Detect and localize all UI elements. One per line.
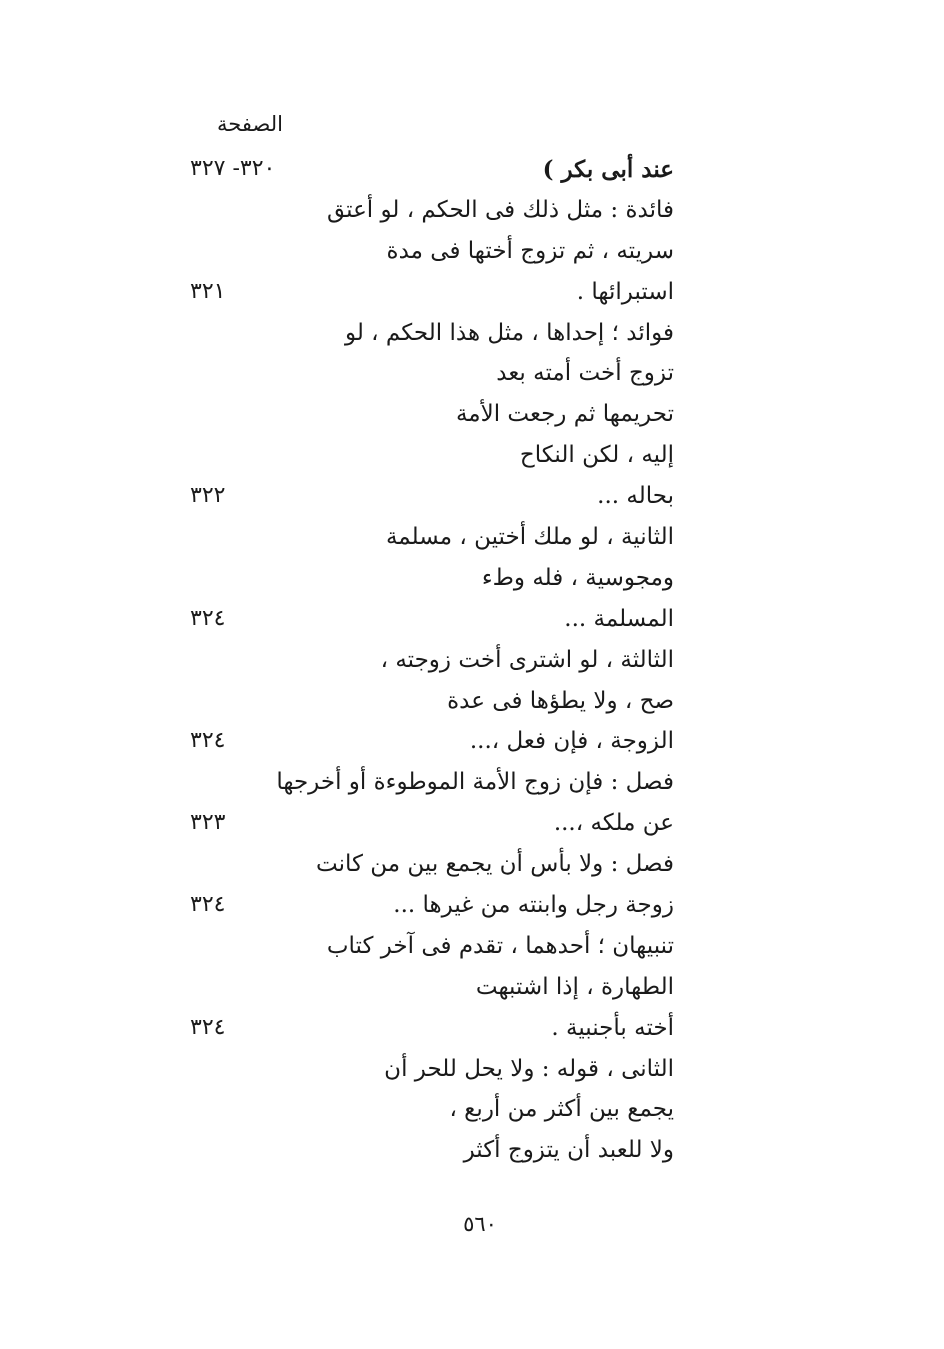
entry-page-number: ٣٢٤ [190,728,226,754]
index-entry [0,356,944,397]
index-entry [0,1133,944,1174]
index-entry [0,561,944,602]
entry-text: فوائد ؛ إحداها ، مثل هذا الحكم ، لو [344,319,674,346]
index-entry [0,520,944,561]
index-entry [0,724,944,765]
index-entry [0,479,944,520]
index-entry [0,193,944,234]
index-entry [0,152,944,193]
entry-text: عند أبى بكر ) [542,156,674,183]
entry-text: تنبيهان ؛ أحدهما ، تقدم فى آخر كتاب [326,932,674,959]
entry-text: الثالثة ، لو اشترى أخت زوجته ، [380,646,674,673]
index-entry [0,806,944,847]
index-entry [0,684,944,725]
index-entry [0,765,944,806]
entry-text: إليه ، لكن النكاح [519,442,674,469]
index-entries [0,152,944,1174]
entry-text: الثانى ، قوله : ولا يحل للحر أن [384,1055,674,1082]
entry-page-number: ٣٢٣ [190,810,226,836]
index-entry [0,1052,944,1093]
entry-text: ولا للعبد أن يتزوج أكثر [463,1137,674,1164]
index-entry [0,970,944,1011]
index-entry [0,1092,944,1133]
entry-page-number: ٣٢١ [190,278,226,304]
entry-page-number: ٣٢٤ [190,1014,226,1040]
entry-text: المسلمة ... [564,605,674,632]
entry-page-number: ٣٢٤ [190,605,226,631]
entry-text: الطهارة ، إذا اشتبهت [475,973,674,1000]
index-entry [0,643,944,684]
entry-text: يجمع بين أكثر من أربع ، [449,1096,674,1123]
index-entry [0,1011,944,1052]
entry-text: بحاله ... [597,483,674,510]
entry-text: فائدة : مثل ذلك فى الحكم ، لو أعتق [326,196,674,223]
index-entry [0,888,944,929]
index-entry [0,275,944,316]
index-entry [0,316,944,357]
entry-text: زوجة رجل وابنته من غيرها ... [393,892,674,919]
entry-text: ومجوسية ، فله وطء [481,564,674,591]
entry-text: أخته بأجنبية . [551,1014,674,1041]
entry-text: فصل : فإن زوج الأمة الموطوءة أو أخرجها [276,769,674,796]
entry-text: تزوج أخت أمته بعد [496,360,674,387]
entry-page-number: ٣٢٢ [190,483,226,509]
entry-text: صح ، ولا يطؤها فى عدة [447,687,674,714]
entry-text: استبرائها . [576,278,674,305]
index-entry [0,438,944,479]
entry-page-number: ٣٢٤ [190,892,226,918]
entry-page-number: ٣٢٠- ٣٢٧ [190,156,276,181]
entry-text: الثانية ، لو ملك أختين ، مسلمة [385,524,674,551]
index-entry [0,397,944,438]
entry-text: تحريمها ثم رجعت الأمة [455,401,674,428]
entry-text: عن ملكه ،... [553,810,674,837]
index-entry [0,847,944,888]
page-number: ٥٦٠ [463,1212,497,1236]
index-entry [0,602,944,643]
index-entry [0,929,944,970]
entry-text: فصل : ولا بأس أن يجمع بين من كانت [316,851,674,878]
entry-text: سريته ، ثم تزوج أختها فى مدة [386,237,674,264]
entry-text: الزوجة ، فإن فعل ،... [469,728,674,755]
index-entry [0,234,944,275]
page-column-label: الصفحة [217,112,283,136]
